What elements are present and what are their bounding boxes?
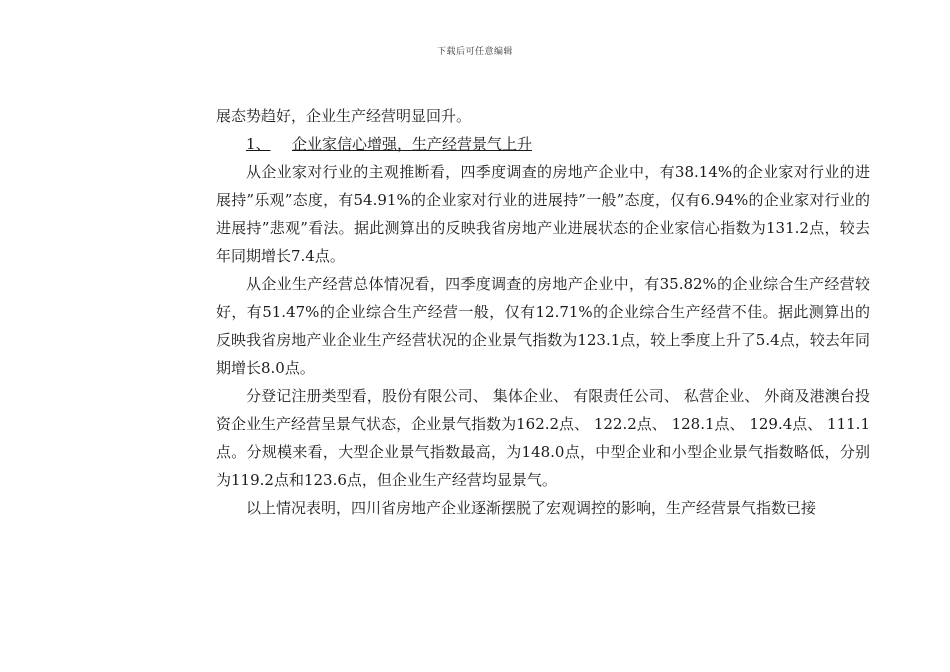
paragraph-business-climate: 从企业生产经营总体情况看，四季度调查的房地产企业中，有35.82%的企业综合生产经营较好，有51.47%的企业综合生产经营一般，仅有12.71%的企业综合生产经营不佳。据此测算出的反映我省房地产业企业生产经营状况的企业景气指数为123.1点，较上季度上升了5.4点，较去年同期增长8.0点。: [216, 275, 870, 377]
intro-line: 展态势趋好，企业生产经营明显回升。: [216, 107, 472, 125]
page-header-note: 下载后可任意编辑: [436, 47, 513, 57]
section-number: 1、: [246, 135, 271, 153]
document-body: [216, 102, 870, 522]
paragraph-entrepreneur-confidence: 从企业家对行业的主观推断看，四季度调查的房地产企业中，有38.14%的企业家对行业的进展持”乐观”态度，有54.91%的企业家对行业的进展持”一般”态度，仅有6.94%的企业家对行业的进展持”悲观”看法。据此测算出的反映我省房地产业进展状态的企业家信心指数为131.2点，较去年同期增长7.4点。: [216, 163, 870, 265]
paragraph-registration-types: 分登记注册类型看，股份有限公司、 集体企业、 有限责任公司、 私营企业、 外商及港澳台投资企业生产经营呈景气状态，企业景气指数为162.2点、 122.2点、 128.1点、 129.4点、 111.1点。分规模来看，大型企业景气指数最高，为148.0点，中型企业和小型企业景气指数略低，分别为119.2点和123.6点，但企业生产经营均显景气。: [216, 387, 870, 489]
section-title: 企业家信心增强，生产经营景气上升: [292, 135, 533, 153]
section-heading: [216, 130, 870, 158]
paragraph-conclusion: 以上情况表明，四川省房地产企业逐渐摆脱了宏观调控的影响，生产经营景气指数已接: [246, 499, 817, 517]
